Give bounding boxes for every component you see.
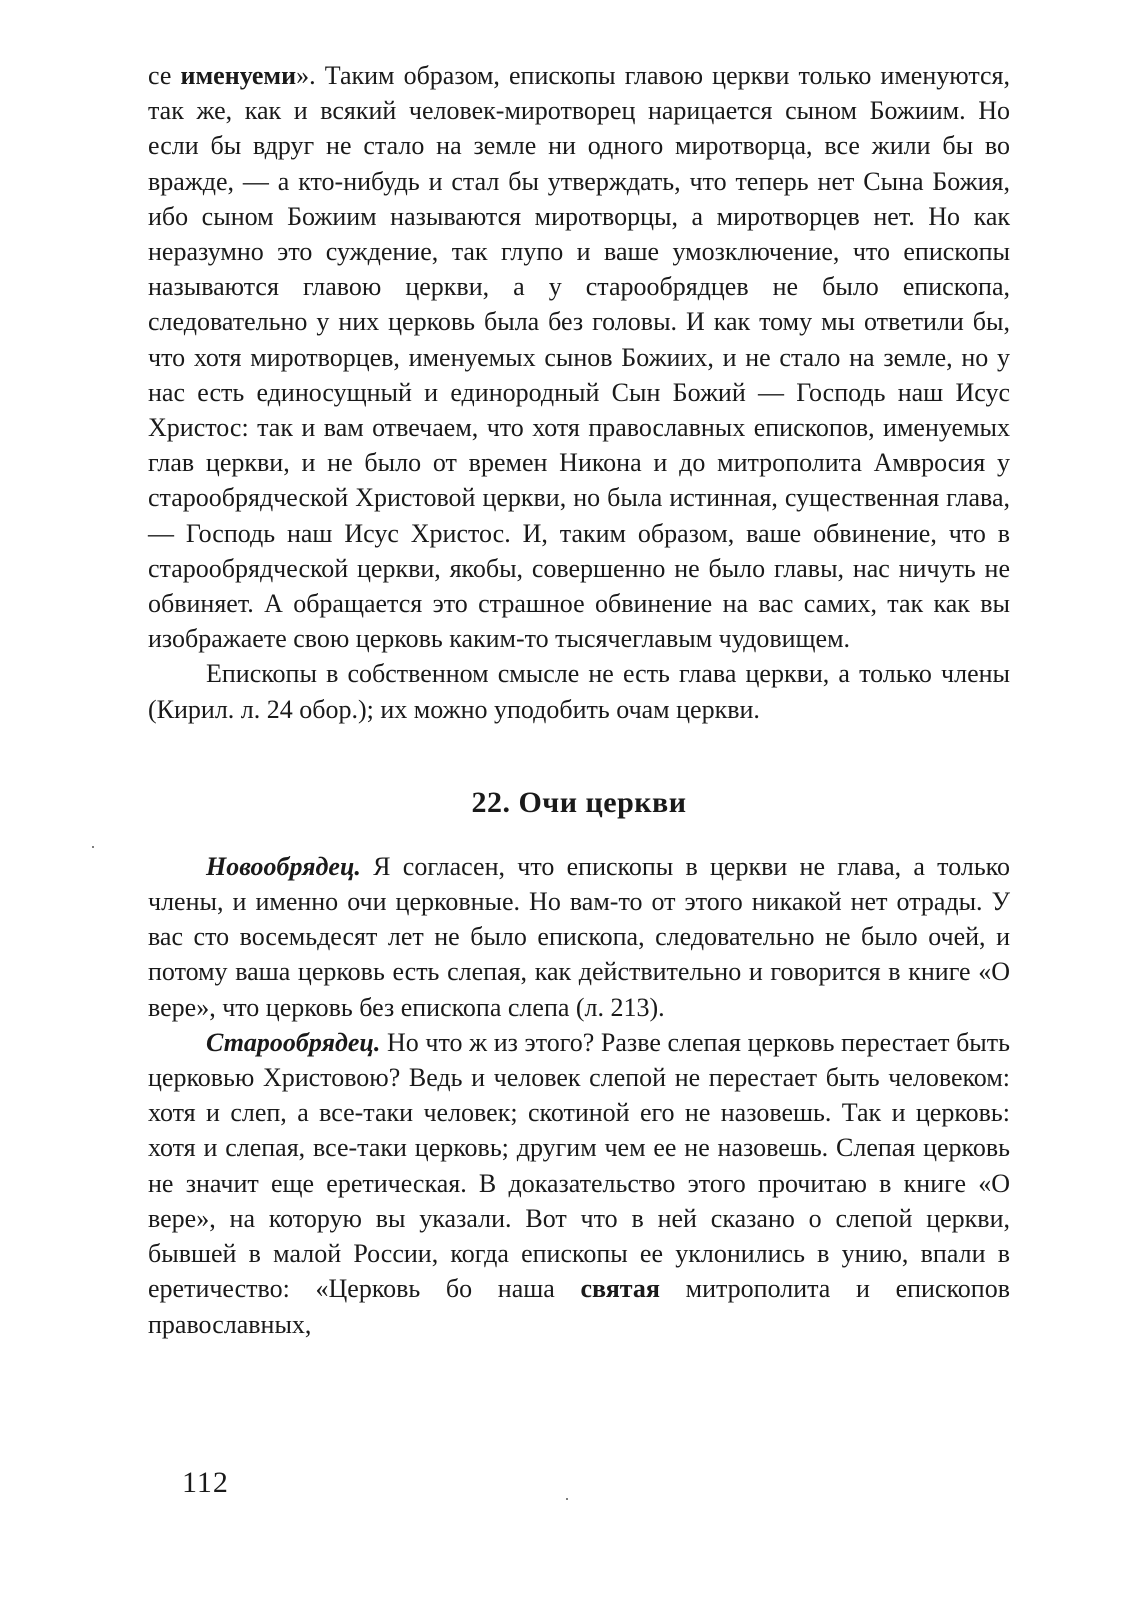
paragraph-1-text: ». Таким образом, епископы главою церкви только именуются, так же, как и всякий человек-миротворец нарицается сыном Божиим. Но если бы вдруг не стало на земле ни одного миротворца, все жили бы во вражде, — а кто-нибудь и стал бы утверждать, что теперь нет Сына Божия, ибо сыном Божиим называются миротворцы, а миротворцев нет. Но как неразумно это суждение, так глупо и ваше умозключение, что епископы называются главою церкви, а у старообрядцев не было епископа, следовательно у них церковь была без головы. И как тому мы ответили бы, что хотя миротворцев, именуемых сынов Божиих, и не стало на земле, но у нас есть единосущный и единородный Сын Божий — Господь наш Исус Христос: так и вам отвечаем, что хотя православных епископов, именуемых глав церкви, и не было от времен Никона и до митрополита Амвросия у старообрядческой Христовой церкви, но была истинная, существенная глава, — Господь наш Исус Христос. И, таким образом, ваше обвинение, что в старообрядческой церкви, якобы, совершенно не было главы, нас ничуть не обвиняет. А обращается это страшное обвинение на вас самих, так как вы изображаете свою церковь каким-то тысячеглавым чудовищем. [148,61,1010,654]
emphasis-bold: именуеми [180,61,297,90]
paragraph-2: Епископы в собственном смысле не есть глава церкви, а только члены (Кирил. л. 24 обор.); их можно уподобить очам церкви. [148,659,1010,724]
emphasis-bold: святая [580,1274,660,1304]
paragraph-3-text: Я согласен, что епископы в церкви не глава, а только члены, и именно очи церковные. Но вам-то от этого никакой нет отрады. У вас сто восемьдесят лет не было епископа, следовательно не было очей, и потому ваша церковь есть слепая, как действительно и говорится в книге «О вере», что церковь без епископа слепа (л. 213). [148,851,1010,1022]
paragraph-novoobryadets [148,849,1010,1025]
print-speck [566,1498,568,1500]
page-number: 112 [182,1466,229,1499]
page-body [148,58,1010,1342]
speaker-label: Новообрядец. [206,851,361,881]
section-heading: 22. Очи церкви [471,785,687,819]
paragraph-4-text: Но что ж из этого? Разве слепая церковь перестает быть церковью Христовою? Ведь и человек слепой не перестает быть человеком: хотя и слеп, а все-таки человек; скотиной его не назовешь. Так и церковь: хотя и слепая, все-таки церковь; другим чем ее не назовешь. Слепая церковь не значит еще еретическая. В доказательство этого прочитаю в книге «О вере», на которую вы указали. Вот что в ней сказано о слепой церкви, бывшей в малой России, когда епископы ее уклонились в унию, впали в еретичество: «Церковь бо наша [148,1027,1010,1304]
paragraph-1 [148,58,1010,656]
paragraph-staroobryadets [148,1025,1010,1342]
paragraph-1-start: се [148,61,181,90]
paragraph-4-end: митрополита и епископов православных, [148,1274,1010,1339]
print-speck [92,846,94,848]
speaker-label: Старообрядец. [206,1027,381,1057]
